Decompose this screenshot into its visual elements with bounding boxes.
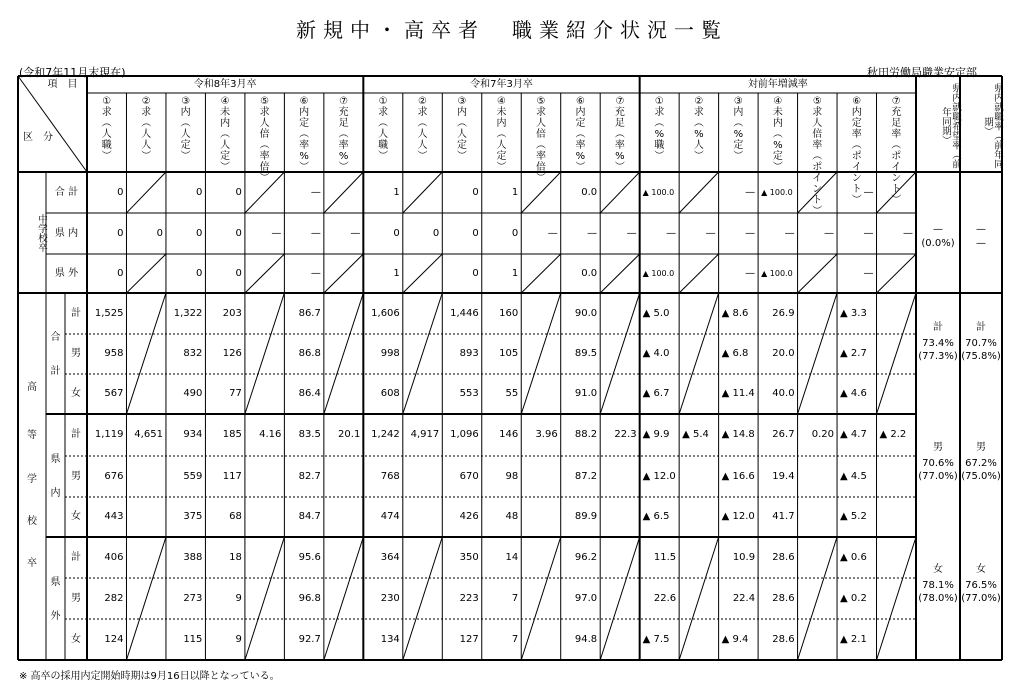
high-value: 670	[459, 470, 479, 482]
junior-hope-rate-prev: (0.0%)	[921, 238, 955, 250]
high-value: 41.7	[772, 511, 795, 523]
grid-line	[324, 254, 363, 293]
high-job-rate-prev: (75.8%)	[961, 351, 1001, 363]
header-col-diff-7: ⑦ 充 足 率 ︵ ポ イ ン ト ︶	[891, 96, 902, 206]
junior-value: —	[745, 186, 756, 198]
high-value: 19.4	[772, 470, 795, 482]
high-value: 28.6	[772, 551, 795, 563]
high-value: 86.8	[298, 348, 321, 360]
high-value: 87.2	[574, 470, 598, 482]
high-value: 22.3	[614, 429, 637, 441]
grid-line	[600, 172, 639, 213]
junior-value: —	[350, 227, 361, 239]
junior-value: 0	[511, 227, 519, 239]
high-value: 832	[183, 348, 203, 360]
high-value: ▲ 6.5	[642, 511, 670, 523]
header-col-r8-7: ⑦ 充 足 ︵ 率 % ︶	[338, 96, 349, 173]
junior-value: 0	[235, 227, 242, 239]
junior-job-rate-prev: —	[976, 238, 986, 250]
high-value: 4,917	[410, 429, 440, 441]
header-col-r7-5: ⑤ 求 人 倍 ︵ 率 倍 ︶	[535, 96, 546, 184]
high-value: 1,606	[371, 307, 400, 319]
header-col-diff-4: ④ 未 内 ︵ % 定 ︶	[772, 96, 783, 173]
grid-line	[403, 537, 442, 660]
junior-value: —	[705, 227, 716, 239]
high-value: 89.5	[574, 348, 598, 360]
high-row-sex-label: 計	[71, 551, 81, 563]
high-value: 95.6	[298, 551, 321, 563]
high-value: 9	[235, 592, 242, 604]
high-value: 160	[499, 307, 519, 319]
header-col-r8-3: ③ 内 ︵ 人 定 ︶	[180, 96, 191, 162]
junior-value: 0	[117, 186, 124, 198]
high-value: ▲ 12.0	[721, 511, 755, 523]
grid-line	[798, 293, 837, 414]
high-value: 9	[235, 633, 242, 645]
high-value: ▲ 0.2	[840, 592, 867, 604]
header-col-r8-6: ⑥ 内 定 ︵ 率 % ︶	[299, 96, 310, 173]
header-col-diff-1: ① 求 ︵ % 職 ︶	[654, 96, 665, 162]
header-col-r8-4: ④ 未 内 ︵ 人 定 ︶	[220, 96, 231, 173]
high-value: 28.6	[772, 633, 795, 645]
high-value: 1,096	[450, 429, 479, 441]
high-value: ▲ 5.2	[840, 511, 867, 523]
header-pref-hope-rate: 県内就職希望率（前年同期）	[940, 83, 961, 169]
high-value: 958	[104, 348, 124, 360]
junior-value: ▲ 100.0	[642, 187, 675, 197]
high-value: ▲ 5.0	[642, 307, 670, 319]
high-hope-rate-prev: (77.3%)	[918, 351, 958, 363]
high-value: 0.20	[811, 429, 835, 441]
high-value: 97.0	[574, 592, 598, 604]
high-value: ▲ 12.0	[642, 470, 676, 482]
junior-value: 0	[472, 227, 479, 239]
high-value: 26.7	[772, 429, 795, 441]
grid-line	[679, 172, 718, 213]
high-value: 124	[104, 633, 124, 645]
high-group-label-char: 県	[50, 576, 61, 588]
junior-value: 0	[117, 267, 124, 279]
junior-value: —	[745, 227, 756, 239]
high-hope-rate-prev: (77.0%)	[918, 471, 958, 483]
high-value: ▲ 4.7	[840, 429, 867, 441]
high-hope-rate-prev: (78.0%)	[918, 593, 958, 605]
high-section-label-char: 高	[27, 382, 37, 394]
high-value: 11.5	[653, 551, 677, 563]
grid-line	[600, 254, 639, 293]
high-value: 768	[380, 470, 400, 482]
high-value: 608	[380, 388, 400, 400]
header-col-r7-6: ⑥ 内 定 ︵ 率 % ︶	[575, 96, 586, 173]
high-value: 1,525	[94, 307, 124, 319]
high-value: 388	[183, 551, 203, 563]
high-value: 117	[222, 470, 242, 482]
high-value: 77	[229, 388, 242, 400]
high-value: ▲ 3.3	[840, 307, 867, 319]
grid-line	[324, 172, 363, 213]
junior-value: 0	[117, 227, 124, 239]
header-col-diff-3: ③ 内 ︵ % 定 ︶	[733, 96, 744, 162]
junior-value: 0	[196, 186, 203, 198]
junior-value: 1	[393, 267, 400, 279]
grid-line	[877, 254, 916, 293]
high-value: 676	[104, 470, 124, 482]
high-value: ▲ 2.2	[879, 429, 907, 441]
header-col-diff-5: ⑤ 求 人 倍 率 ︵ ポ イ ン ト ︶	[812, 96, 823, 217]
high-value: 893	[459, 348, 479, 360]
high-value: 1,322	[173, 307, 203, 319]
page-title: 新規中・高卒者 職業紹介状況一覧	[296, 18, 728, 42]
high-value: 230	[380, 592, 400, 604]
grid-line	[126, 537, 165, 660]
junior-value: —	[271, 227, 282, 239]
high-value: 40.0	[772, 388, 795, 400]
junior-value: ▲ 100.0	[761, 268, 793, 278]
high-value: 14	[505, 551, 519, 563]
high-value: 567	[104, 388, 124, 400]
grid-line	[245, 537, 284, 660]
high-value: 86.4	[298, 388, 321, 400]
high-value: 185	[222, 429, 242, 441]
grid-line	[126, 293, 165, 414]
grid-line	[798, 254, 837, 293]
grid-line	[679, 293, 718, 414]
high-value: 48	[505, 511, 519, 523]
header-col-r7-1: ① 求 ︵ 人 職 ︶	[378, 96, 389, 162]
header-item-label: 項 目	[47, 79, 78, 91]
header-pref-job-rate: 県内就職率（前年同期）	[982, 83, 1003, 169]
high-value: 364	[380, 551, 400, 563]
high-value: 4,651	[134, 429, 163, 441]
junior-value: —	[587, 227, 598, 239]
grid-line	[521, 254, 560, 293]
high-value: ▲ 2.1	[840, 633, 867, 645]
header-col-r8-1: ① 求 ︵ 人 職 ︶	[101, 96, 112, 162]
high-row-sex-label: 女	[71, 511, 81, 523]
high-group-label-char: 県	[50, 453, 61, 465]
high-group-label-char: 外	[50, 610, 61, 622]
junior-value: —	[902, 227, 913, 239]
grid-line	[679, 537, 718, 660]
junior-value: 0	[235, 267, 242, 279]
header-group-2: 令和7年3月卒	[470, 78, 533, 90]
high-value: 84.7	[298, 511, 321, 523]
high-section-label-char: 卒	[27, 558, 37, 570]
high-hope-rate: 73.4%	[922, 338, 954, 350]
high-hope-rate: 70.6%	[922, 458, 954, 470]
header-col-r7-2: ② 求 ︵ 人 人 ︶	[417, 96, 428, 162]
junior-value: 0.0	[581, 267, 598, 279]
junior-job-rate: —	[976, 224, 986, 236]
high-value: ▲ 2.7	[840, 348, 867, 360]
high-value: 3.96	[535, 429, 558, 441]
high-row-sex-label: 女	[71, 388, 81, 400]
high-value: 96.2	[574, 551, 598, 563]
high-value: 223	[459, 592, 479, 604]
junior-value: 0.0	[581, 186, 598, 198]
junior-row-label: 県 外	[54, 267, 79, 279]
high-job-rate-prev: (77.0%)	[961, 593, 1001, 605]
grid-line	[126, 254, 165, 293]
high-value: 86.7	[298, 307, 321, 319]
high-value: 490	[183, 388, 203, 400]
high-value: 282	[104, 592, 124, 604]
high-value: 1,119	[94, 429, 124, 441]
grid-line	[324, 537, 363, 660]
junior-value: 0	[196, 267, 203, 279]
junior-value: 0	[393, 227, 400, 239]
high-value: ▲ 0.6	[840, 551, 867, 563]
junior-value: 1	[393, 186, 400, 198]
high-section-label-char: 学	[27, 474, 37, 486]
high-job-sex: 女	[976, 564, 986, 576]
junior-hope-rate: —	[933, 224, 943, 236]
high-hope-sex: 男	[933, 442, 943, 454]
high-value: ▲ 14.8	[721, 429, 755, 441]
high-section-label-char: 等	[27, 430, 37, 442]
junior-value: —	[863, 267, 874, 279]
grid-line	[600, 293, 639, 414]
grid-line	[245, 254, 284, 293]
as-of-date: (令和7年11月末現在)	[19, 66, 126, 79]
high-job-rate-prev: (75.0%)	[961, 471, 1001, 483]
header-col-diff-2: ② 求 ︵ % 人 ︶	[693, 96, 704, 162]
high-value: ▲ 8.6	[721, 307, 749, 319]
high-value: ▲ 9.4	[721, 633, 749, 645]
high-row-sex-label: 男	[71, 470, 81, 482]
junior-value: —	[666, 227, 677, 239]
high-value: 1,242	[371, 429, 400, 441]
high-value: 94.8	[574, 633, 598, 645]
high-row-sex-label: 計	[71, 307, 81, 319]
high-value: 4.16	[259, 429, 282, 441]
high-row-sex-label: 男	[71, 348, 81, 360]
grid-line	[521, 293, 560, 414]
high-group-label-char: 合	[50, 331, 61, 343]
high-value: 10.9	[732, 551, 756, 563]
junior-value: —	[863, 227, 874, 239]
grid-line	[403, 293, 442, 414]
junior-value: —	[626, 227, 637, 239]
high-value: 115	[183, 633, 203, 645]
high-value: 20.1	[338, 429, 361, 441]
high-row-sex-label: 計	[71, 429, 81, 441]
high-value: 934	[183, 429, 203, 441]
grid-line	[600, 537, 639, 660]
junior-value: 1	[511, 186, 519, 198]
high-section-label-char: 校	[27, 516, 37, 528]
high-value: 55	[505, 388, 519, 400]
grid-line	[877, 537, 916, 660]
high-job-sex: 計	[976, 322, 986, 334]
header-col-diff-6: ⑥ 内 定 率 ︵ ポ イ ン ト ︶	[851, 96, 862, 206]
high-value: ▲ 7.5	[642, 633, 670, 645]
grid-line	[403, 254, 442, 293]
high-value: ▲ 9.9	[642, 429, 670, 441]
grid-line	[798, 537, 837, 660]
grid-line	[521, 537, 560, 660]
high-value: 20.0	[772, 348, 795, 360]
junior-value: 1	[511, 267, 519, 279]
junior-row-label: 合 計	[54, 186, 79, 198]
high-value: 146	[499, 429, 519, 441]
high-value: 18	[229, 551, 242, 563]
high-value: 7	[511, 633, 519, 645]
junior-value: —	[784, 227, 795, 239]
grid-line	[679, 254, 718, 293]
high-value: 474	[380, 511, 400, 523]
high-value: ▲ 6.7	[642, 388, 670, 400]
junior-value: —	[863, 186, 874, 198]
junior-value: —	[547, 227, 558, 239]
high-value: ▲ 16.6	[721, 470, 755, 482]
high-value: 90.0	[574, 307, 598, 319]
grid-line	[245, 293, 284, 414]
junior-value: 0	[196, 227, 203, 239]
header-col-r8-2: ② 求 ︵ 人 人 ︶	[141, 96, 152, 162]
high-value: 203	[222, 307, 242, 319]
junior-value: 0	[472, 186, 479, 198]
high-value: 22.4	[732, 592, 756, 604]
header-division-label: 区 分	[23, 132, 53, 144]
high-job-rate: 76.5%	[965, 580, 997, 592]
high-value: ▲ 5.4	[682, 429, 709, 441]
junior-value: —	[310, 227, 321, 239]
grid-line	[126, 172, 165, 213]
high-value: 375	[183, 511, 203, 523]
high-value: 88.2	[574, 429, 598, 441]
high-value: 105	[499, 348, 519, 360]
high-value: 28.6	[772, 592, 795, 604]
high-value: ▲ 4.6	[840, 388, 867, 400]
junior-value: —	[824, 227, 835, 239]
junior-row-label: 県 内	[54, 227, 79, 239]
grid-line	[403, 172, 442, 213]
high-value: 273	[183, 592, 203, 604]
high-row-sex-label: 女	[71, 633, 81, 645]
high-group-label-char: 内	[50, 487, 61, 499]
high-value: 1,446	[450, 307, 479, 319]
high-value: 998	[380, 348, 400, 360]
junior-value: ▲ 100.0	[642, 268, 675, 278]
junior-value: 0	[235, 186, 242, 198]
high-value: 26.9	[772, 307, 795, 319]
header-col-r7-3: ③ 内 ︵ 人 定 ︶	[457, 96, 468, 162]
header-group-1: 令和8年3月卒	[193, 78, 257, 90]
organization-name: 秋田労働局職業安定部	[867, 66, 977, 79]
high-value: 91.0	[574, 388, 598, 400]
high-hope-sex: 女	[933, 564, 943, 576]
junior-value: 0	[472, 267, 479, 279]
high-value: 82.7	[298, 470, 321, 482]
junior-section-label: 中学校卒	[36, 214, 47, 252]
high-hope-rate: 78.1%	[922, 580, 954, 592]
grid-line	[877, 293, 916, 414]
high-value: ▲ 4.5	[840, 470, 867, 482]
high-row-sex-label: 男	[71, 592, 81, 604]
header-group-3: 対前年増減率	[747, 78, 808, 90]
footnote: ※ 高卒の採用内定開始時期は9月16日以降となっている。	[19, 671, 280, 682]
high-value: ▲ 6.8	[721, 348, 749, 360]
junior-value: 0	[156, 227, 163, 239]
high-value: 22.6	[653, 592, 677, 604]
junior-value: —	[310, 186, 321, 198]
high-value: 127	[459, 633, 479, 645]
high-job-rate: 67.2%	[965, 458, 997, 470]
high-value: 7	[511, 592, 519, 604]
grid-line	[324, 293, 363, 414]
high-value: 68	[229, 511, 242, 523]
high-value: 559	[183, 470, 203, 482]
high-value: 83.5	[298, 429, 321, 441]
header-col-r7-7: ⑦ 充 足 ︵ 率 % ︶	[614, 96, 625, 173]
junior-value: —	[745, 267, 756, 279]
header-col-r7-4: ④ 未 内 ︵ 人 定 ︶	[496, 96, 507, 173]
high-value: 126	[222, 348, 242, 360]
high-value: 134	[380, 633, 400, 645]
high-job-sex: 男	[976, 442, 986, 454]
high-group-label-char: 計	[50, 365, 61, 377]
high-value: 443	[104, 511, 124, 523]
junior-value: 0	[432, 227, 440, 239]
high-value: 426	[459, 511, 479, 523]
high-value: 96.8	[298, 592, 321, 604]
junior-value: —	[310, 267, 321, 279]
high-value: ▲ 11.4	[721, 388, 755, 400]
junior-value: ▲ 100.0	[761, 187, 793, 197]
high-hope-sex: 計	[933, 322, 943, 334]
high-value: 553	[459, 388, 479, 400]
high-value: 406	[104, 551, 124, 563]
header-col-r8-5: ⑤ 求 人 倍 ︵ 率 倍 ︶	[259, 96, 270, 184]
high-value: 92.7	[298, 633, 321, 645]
high-value: ▲ 4.0	[642, 348, 670, 360]
high-value: 350	[459, 551, 479, 563]
high-job-rate: 70.7%	[965, 338, 997, 350]
high-value: 89.9	[574, 511, 598, 523]
high-value: 98	[505, 470, 519, 482]
